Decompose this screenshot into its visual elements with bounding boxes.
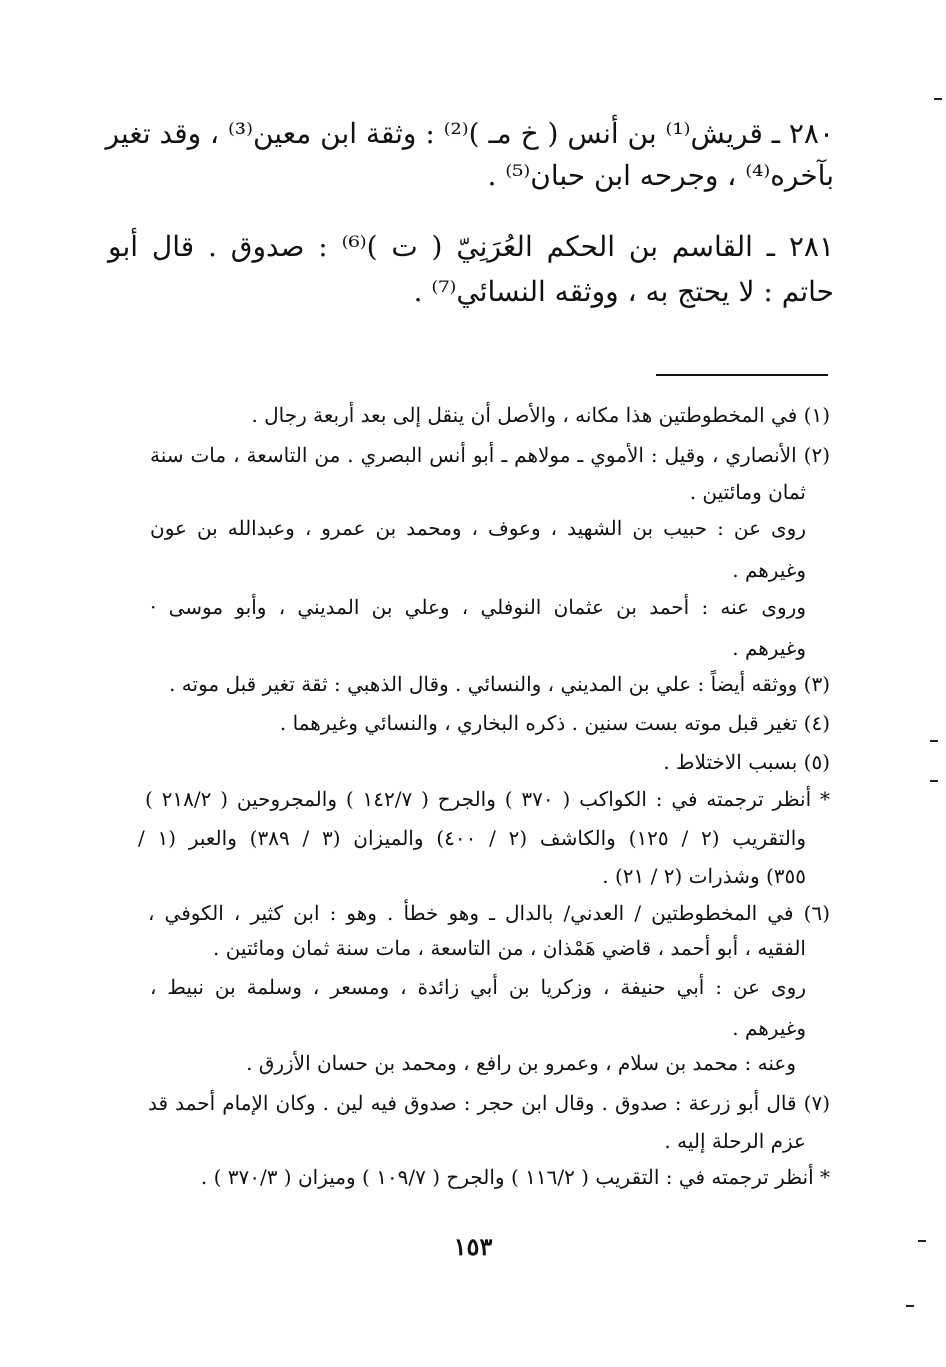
footnote-2-line-5: وروى عنه : أحمد بن عثمان النوفلي ، وعلي بن المديني ، وأبو موسى · <box>150 595 806 619</box>
footnote-5-refs-line-1: * أنظر ترجمته في : الكواكب ( ٣٧٠ ) والجرح ( ١٤٢/٧ ) والمجروحين ( ٢١٨/٢ ) <box>145 787 830 811</box>
footnote-5-refs-line-2: والتقريب (٢ / ١٢٥) والكاشف (٢ / ٤٠٠) والميزان (٣ / ٣٨٩) والعبر (١ / <box>138 826 806 850</box>
footnote-4: (٤) تغير قبل موته بست سنين . ذكره البخاري ، والنسائي وغيرهما . <box>279 711 830 735</box>
footnote-3: (٣) ووثقه أيضاً : علي بن المديني ، والنسائي . وقال الذهبي : ثقة تغير قبل موته . <box>169 672 830 696</box>
footnote-1: (١) في المخطوطتين هذا مكانه ، والأصل أن ينقل إلى بعد أربعة رجال . <box>251 403 830 427</box>
footnote-6-line-3: روى عن : أبي حنيفة ، وزكريا بن أبي زائدة ، ومسعر ، وسلمة بن نبيط ، <box>150 975 806 999</box>
footnote-6-line-2: الفقيه ، أبو أحمد ، قاضي هَمْذان ، من التاسعة ، مات سنة ثمان ومائتين . <box>212 936 806 960</box>
entry-281-line-2: حاتم : لا يحتج به ، ووثقه النسائي⁽⁷⁾ . <box>413 275 834 308</box>
footnote-7-refs: * أنظر ترجمته في : التقريب ( ١١٦/٢ ) والجرح ( ١٠٩/٧ ) وميزان ( ٣٧٠/٣ ) . <box>200 1165 830 1189</box>
entry-280-line-1: ٢٨٠ ـ قريش⁽¹⁾ بن أنس ( خ مـ )⁽²⁾ : وثقة ابن معين⁽³⁾ ، وقد تغير <box>105 117 834 150</box>
margin-mark <box>930 740 938 742</box>
footnote-separator <box>656 374 828 376</box>
footnote-5: (٥) بسبب الاختلاط . <box>663 750 830 774</box>
footnote-2-line-1: (٢) الأنصاري ، وقيل : الأموي ـ مولاهم ـ أبو أنس البصري . من التاسعة ، مات سنة <box>150 443 830 467</box>
margin-mark <box>906 1305 914 1307</box>
footnote-6-line-4: وغيرهم . <box>732 1016 806 1040</box>
margin-mark <box>934 98 942 100</box>
footnote-7-line-2: عزم الرحلة إليه . <box>664 1129 806 1153</box>
footnote-2-line-6: وغيرهم . <box>732 636 806 660</box>
footnote-6-line-1: (٦) في المخطوطتين / العدني/ بالدال ـ وهو خطأ . وهو : ابن كثير ، الكوفي ، <box>148 901 830 925</box>
footnote-7-line-1: (٧) قال أبو زرعة : صدوق . وقال ابن حجر : صدوق فيه لين . وكان الإمام أحمد قد <box>148 1091 830 1115</box>
entry-280-line-2: بآخره⁽⁴⁾ ، وجرحه ابن حبان⁽⁵⁾ . <box>487 159 834 192</box>
entry-281-line-1: ٢٨١ ـ القاسم بن الحكم العُرَنِيّ ( ت )⁽⁶⁾ : صدوق . قال أبو <box>108 230 834 263</box>
footnote-2-line-3: روى عن : حبيب بن الشهيد ، وعوف ، ومحمد بن عمرو ، وعبدالله بن عون <box>150 516 806 540</box>
footnote-6-line-5: وعنه : محمد بن سلام ، وعمرو بن رافع ، ومحمد بن حسان الأزرق . <box>246 1051 796 1075</box>
margin-mark <box>930 780 938 782</box>
page-number: ١٥٣ <box>453 1232 493 1261</box>
footnote-2-line-2: ثمان ومائتين . <box>689 480 806 504</box>
margin-mark <box>918 1240 926 1242</box>
footnote-2-line-4: وغيرهم . <box>732 558 806 582</box>
footnote-5-refs-line-3: ٣٥٥) وشذرات (٢ / ٢١) . <box>602 864 806 888</box>
